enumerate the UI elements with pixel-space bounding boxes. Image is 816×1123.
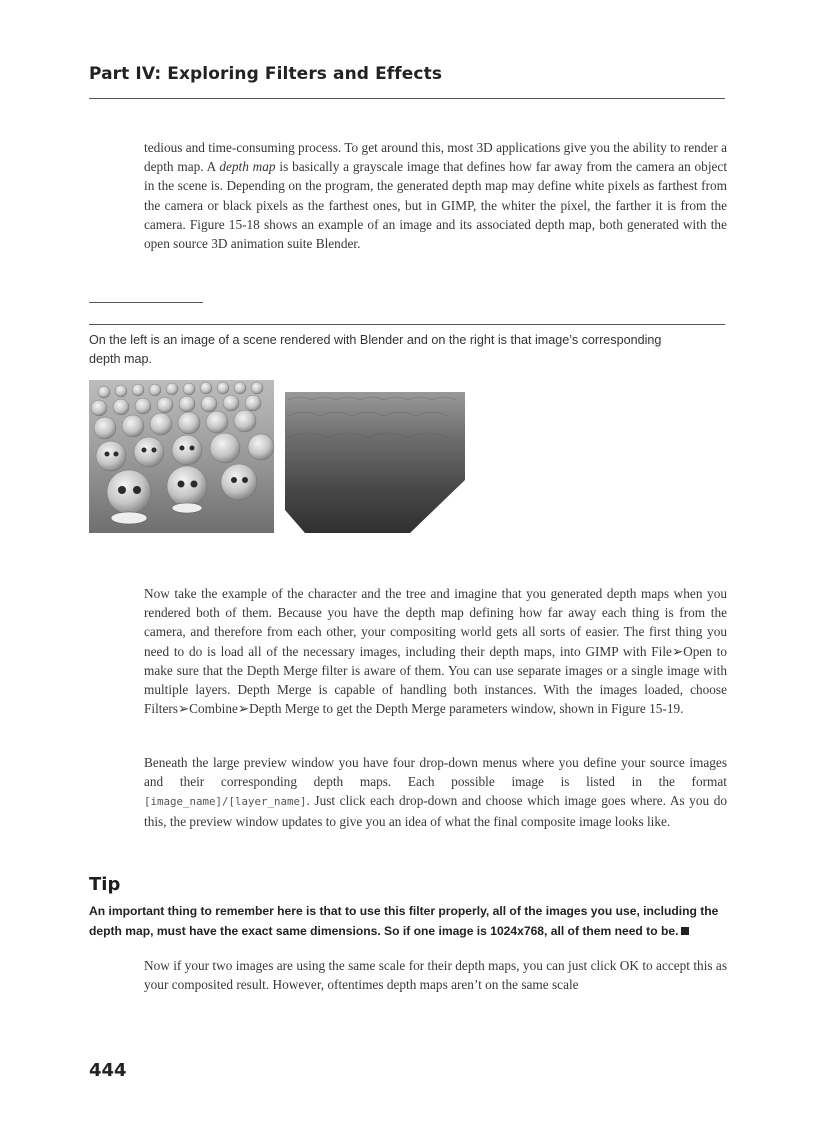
menu-arrow-icon: ➢	[671, 643, 684, 659]
tip-heading: Tip	[89, 874, 121, 895]
figure-short-rule	[89, 302, 203, 303]
body-paragraph-1	[144, 138, 727, 253]
term-depth-map: depth map	[219, 159, 276, 175]
figure-caption: On the left is an image of a scene rendered with Blender and on the right is that image’s corresponding depth map.	[89, 333, 662, 366]
text-run: tedious and time-consuming process. To get around this, most 3D applications give you the ability to render a depth map. A	[144, 140, 727, 175]
body-paragraph-4	[144, 956, 727, 994]
depth-map-image	[280, 380, 470, 533]
text-run: Depth Merge to get the Depth Merge parameters window, shown in Figure 15-19.	[249, 701, 684, 717]
rendered-scene-image	[89, 380, 274, 533]
text-run: . Just click each drop-down and choose which image goes where. As you do this, the preview window updates to give you an idea of what the final composite image looks like.	[144, 793, 727, 829]
body-paragraph-2	[144, 584, 727, 718]
page-number: 444	[89, 1060, 127, 1081]
tip-text	[89, 902, 719, 941]
text-run: Open to make sure that the Depth Merge filter is aware of them. You can use separate images or a single image with multiple layers. Depth Merge is capable of handling both instances. With the images loaded, choose Filters	[144, 643, 727, 717]
figure-rule	[89, 324, 725, 325]
text-run: Now take the example of the character and the tree and imagine that you generated depth maps when you rendered both of them. Because you have the depth map defining how far away each thing is from the camera, and therefore from each other, your compositing world gets all sorts of easier. The first thing you need to do is load all of the necessary images, including their depth maps, into GIMP with File	[144, 586, 727, 659]
menu-arrow-icon: ➢	[237, 701, 250, 717]
code-format: [image_name]/[layer_name]	[144, 795, 307, 809]
end-square-icon	[681, 927, 689, 935]
text-run: Beneath the large preview window you have four drop-down menus where you define your source images and their corresponding depth maps. Each possible image is listed in the format	[144, 755, 727, 790]
text-run: Now if your two images are using the same scale for their depth maps, you can just click OK to accept this as your composited result. However, oftentimes depth maps aren’t on the same scale	[144, 958, 727, 993]
text-run: Combine	[189, 701, 238, 717]
menu-arrow-icon: ➢	[177, 701, 190, 717]
tip-body: An important thing to remember here is that to use this filter properly, all of the images you use, including the depth map, must have the exact same dimensions. So if one image is 1024x768, all of them need to be.	[89, 904, 719, 938]
text-run: is basically a grayscale image that defines how far away from the camera an object in the scene is. Depending on the program, the generated depth map may define white pixels as farthest from the camera or black pixels as the farthest ones, but in GIMP, the whiter the pixel, the farther it is from the camera. Figure 15-18 shows an example of an image and its associated depth map, both generated with the open source 3D animation suite Blender.	[144, 159, 728, 252]
header-rule	[89, 98, 725, 99]
running-head: Part IV: Exploring Filters and Effects	[89, 64, 443, 84]
body-paragraph-3	[144, 753, 727, 831]
